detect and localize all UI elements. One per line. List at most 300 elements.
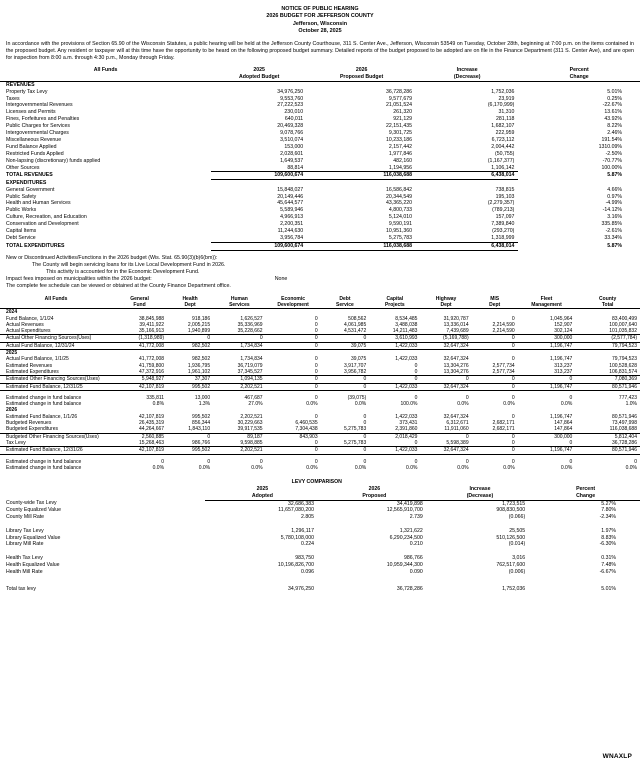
- table-row: [0, 102, 640, 109]
- total-label: Total tax levy: [6, 585, 36, 592]
- row-value: 986,766: [192, 439, 211, 446]
- row-value: 918,186: [192, 315, 211, 322]
- fund-year-row: [0, 350, 640, 357]
- fund-col-head: Fleet: [540, 295, 553, 302]
- fund-col-head: All Funds: [44, 295, 68, 302]
- row-value: 0: [414, 394, 418, 401]
- table-row: [0, 130, 640, 137]
- row-value: 6,460,535: [295, 420, 318, 427]
- row-value: 1,196,747: [518, 342, 576, 349]
- row-increase: 1,752,036: [491, 88, 515, 95]
- row-value: 80,571,946: [575, 447, 640, 454]
- row-increase: 23,919: [498, 95, 515, 102]
- row-label: Actual Expenditures: [6, 328, 51, 335]
- row-increase: 1,106,142: [491, 164, 515, 171]
- table-row: [0, 200, 640, 207]
- row-percent: -70.77%: [602, 157, 622, 164]
- row-value: 0.0%: [406, 464, 418, 471]
- row-value: 0: [314, 315, 318, 322]
- budget-col-head: 2026: [355, 66, 368, 73]
- row-value: 373,431: [399, 420, 418, 427]
- row-value: 3,610,993: [369, 335, 420, 342]
- row-value: 41,772,008: [139, 356, 165, 363]
- row-value: 0: [314, 328, 318, 335]
- row-percent: -2.61%: [605, 228, 622, 235]
- levy-col-head: 2025: [256, 485, 269, 492]
- row-2026: 5,124,010: [388, 214, 412, 221]
- row-value: 2,202,521: [213, 447, 265, 454]
- row-2026: 0.090: [409, 568, 423, 575]
- row-value: 1,196,747: [550, 356, 573, 363]
- row-value: 0: [420, 433, 471, 440]
- fund-year-label: 2024: [6, 309, 18, 316]
- row-2025: 45,644,577: [277, 200, 304, 207]
- row-percent: 191.54%: [601, 136, 622, 143]
- row-value: 42,107,819: [112, 447, 167, 454]
- row-value: 36,719,079: [237, 362, 263, 369]
- row-value: 1.0%: [625, 401, 637, 408]
- row-value: 0: [369, 376, 420, 383]
- row-value: 5,812,404: [575, 433, 640, 440]
- row-2025: 11,657,080,200: [278, 507, 314, 514]
- row-2025: 1,296,117: [291, 527, 314, 534]
- row-value: 73,497,998: [611, 420, 637, 427]
- row-label: Actual Other Financing Sources(Uses): [0, 335, 112, 342]
- fund-col-subhead: Services: [213, 302, 265, 309]
- row-value: 7,439,689: [446, 328, 469, 335]
- row-percent: 335.85%: [601, 221, 622, 228]
- fund-col-subhead: Total: [575, 302, 640, 309]
- fund-col-head: MIS: [490, 295, 500, 302]
- row-value: 5,598,389: [446, 439, 469, 446]
- row-2026: 10,959,344,300: [386, 562, 423, 569]
- row-value: 5,275,783: [344, 439, 367, 446]
- row-label: Fund Balance Applied: [6, 143, 57, 150]
- table-row: [0, 165, 640, 172]
- row-value: 313,237: [554, 368, 573, 375]
- table-row: [0, 235, 640, 242]
- row-2025: 32,686,383: [288, 500, 314, 507]
- row-label: Health and Human Services: [6, 200, 71, 207]
- row-value: 89,187: [213, 433, 265, 440]
- row-label: General Government: [6, 186, 55, 193]
- fund-col-subhead: Dept: [472, 302, 518, 309]
- table-row: [0, 369, 640, 376]
- levy-total-row: [0, 586, 640, 593]
- row-value: 42,107,819: [139, 413, 165, 420]
- row-percent: -22.67%: [602, 102, 622, 109]
- fund-col-subhead: [0, 302, 112, 309]
- row-percent: 33.34%: [604, 235, 622, 242]
- row-value: 0: [511, 356, 515, 363]
- row-value: 2,577,734: [492, 368, 515, 375]
- row-increase: 157,097: [495, 214, 515, 221]
- row-value: 0.0%: [457, 464, 469, 471]
- row-value: 0.0%: [503, 401, 515, 408]
- table-row: [0, 137, 640, 144]
- row-value: 1,734,834: [240, 356, 263, 363]
- table-row: [0, 194, 640, 201]
- table-row: [0, 187, 640, 194]
- total-2025: 109,600,674: [211, 242, 307, 250]
- row-value: 0: [314, 439, 318, 446]
- row-value: 35,228,662: [237, 328, 263, 335]
- row-value: 1,422,033: [369, 342, 420, 349]
- table-row: [0, 514, 640, 521]
- row-percent: -4.99%: [605, 200, 622, 207]
- row-value: 0: [314, 356, 318, 363]
- levy-title: LEVY COMPARISON: [291, 479, 342, 486]
- row-value: 0: [472, 433, 518, 440]
- document-header: [0, 6, 640, 36]
- row-value: 152,907: [554, 321, 573, 328]
- row-value: 0: [321, 376, 370, 383]
- row-increase: 6,723,112: [491, 136, 515, 143]
- row-value: 0: [472, 447, 518, 454]
- row-label: Estimated Fund Balance, 12/31/26: [0, 447, 112, 454]
- levy-col-head: 2026: [368, 485, 381, 492]
- row-value: 0: [472, 335, 518, 342]
- budget-summary-table: [0, 67, 640, 251]
- table-row: [0, 116, 640, 123]
- row-value: 39,075: [350, 356, 367, 363]
- row-increase: 1,318,999: [491, 234, 515, 241]
- row-value: 0: [472, 342, 518, 349]
- row-value: 3,917,707: [344, 362, 367, 369]
- row-increase: 908,830,500: [496, 507, 526, 514]
- row-label: Estimated change in fund balance: [6, 401, 82, 408]
- total-2026: 116,038,688: [307, 242, 416, 250]
- row-label: Estimated Fund Balance, 12/31/25: [0, 383, 112, 390]
- levy-comparison-table: [0, 479, 640, 592]
- fund-col-head: Highway: [435, 295, 457, 302]
- header-line-1: NOTICE OF PUBLIC HEARING: [281, 6, 359, 12]
- table-row: [0, 144, 640, 151]
- row-value: 0: [569, 458, 573, 465]
- row-value: (1,318,989): [112, 335, 167, 342]
- row-value: 313,237: [554, 362, 573, 369]
- row-increase: 510,126,500: [496, 534, 526, 541]
- row-value: 1,626,527: [240, 315, 263, 322]
- row-2025: 11,244,630: [277, 228, 304, 235]
- row-2026: 10,951,360: [386, 228, 412, 235]
- row-label: Estimated Fund Balance, 1/1/26: [6, 413, 78, 420]
- row-value: 3,956,782: [344, 368, 367, 375]
- row-increase: 31,310: [498, 109, 515, 116]
- table-row: [0, 207, 640, 214]
- row-label: Library Equalized Value: [6, 534, 61, 541]
- row-value: 11,911,060: [444, 426, 469, 433]
- total-2026: 116,038,688: [307, 172, 416, 180]
- row-label: County-wide Tax Levy: [6, 500, 57, 507]
- row-value: 0: [511, 413, 515, 420]
- row-label: Taxes: [6, 95, 20, 102]
- row-increase: 222,959: [495, 130, 515, 137]
- fund-col-head: County: [599, 295, 617, 302]
- row-percent: -2.50%: [605, 150, 622, 157]
- note-line-1: New or Discontinued Activities/Functions in the 2026 budget (Wis. Stat. 65.90(3)(b)6(bm)):: [6, 254, 218, 261]
- row-value: 0: [511, 315, 515, 322]
- table-row: [0, 507, 640, 514]
- row-increase: (293,270): [492, 228, 515, 235]
- row-value: 0: [314, 368, 318, 375]
- row-2026: 1,321,622: [399, 527, 423, 534]
- publication-code: WNAXLP: [602, 753, 632, 760]
- row-value: 982,502: [167, 342, 213, 349]
- row-percent: 1310.09%: [598, 143, 622, 150]
- table-total-row: [0, 172, 640, 180]
- row-value: 0.0%: [354, 401, 367, 408]
- row-value: 5,275,783: [344, 426, 367, 433]
- row-label: Restricted Funds Applied: [6, 150, 64, 157]
- row-percent: 100.00%: [601, 164, 622, 171]
- row-2025: 2,200,351: [280, 221, 304, 228]
- row-increase: 25,505: [509, 527, 526, 534]
- levy-spacer-row: [0, 521, 640, 528]
- row-increase: (2,279,357): [487, 200, 515, 207]
- row-value: 0: [414, 368, 418, 375]
- row-label: Estimated Other Financing Sources(Uses): [0, 376, 112, 383]
- row-label: Public Works: [6, 207, 37, 214]
- row-2025: 983,750: [295, 555, 314, 562]
- row-value: 1.3%: [198, 401, 211, 408]
- table-row: [0, 335, 640, 342]
- row-value: 79,794,523: [611, 356, 637, 363]
- levy-spacer-row: [0, 548, 640, 555]
- row-increase: (789,213): [492, 207, 515, 214]
- row-value: 147,864: [554, 420, 573, 427]
- row-2026: 986,766: [404, 555, 423, 562]
- row-value: 0: [472, 376, 518, 383]
- row-increase: (0.066): [508, 514, 526, 521]
- row-value: 35,166,913: [139, 328, 165, 335]
- header-line-3: Jefferson, Wisconsin: [292, 20, 348, 27]
- row-value: 2,391,860: [395, 426, 418, 433]
- row-label: Actual Fund Balance, 12/31/24: [0, 342, 112, 349]
- row-value: 1,422,033: [369, 383, 420, 390]
- table-row: [0, 214, 640, 221]
- levy-col-subhead: (Decrease): [429, 493, 531, 500]
- table-row: [0, 440, 640, 447]
- row-value: 0: [314, 394, 318, 401]
- row-2026: 20,344,549: [386, 193, 412, 200]
- row-value: 2,202,521: [213, 383, 265, 390]
- row-value: 31,920,787: [443, 315, 469, 322]
- row-value: 116,038,688: [609, 426, 637, 433]
- fund-col-header-bottom: [0, 302, 640, 309]
- row-value: 79,794,523: [575, 342, 640, 349]
- row-value: 0: [569, 439, 573, 446]
- row-value: 2,560,885: [112, 433, 167, 440]
- row-increase: 1,682,107: [491, 123, 515, 130]
- row-value: 2,214,590: [492, 321, 515, 328]
- row-value: 32,647,324: [443, 356, 469, 363]
- row-percent: 5.27%: [601, 500, 616, 507]
- row-label: Library Mill Rate: [6, 541, 44, 548]
- row-value: 0.0%: [306, 464, 318, 471]
- row-value: 0: [314, 458, 318, 465]
- row-label: Actual Revenues: [6, 321, 44, 328]
- row-value: 0: [511, 458, 515, 465]
- row-value: 0: [314, 321, 318, 328]
- row-value: 13,304,276: [443, 368, 469, 375]
- row-value: 100,528,628: [609, 362, 637, 369]
- row-value: 0.0%: [152, 464, 165, 471]
- row-2026: 9,590,191: [388, 221, 412, 228]
- table-row: [0, 569, 640, 576]
- table-row: [0, 500, 640, 507]
- budget-col-header-top: [0, 67, 640, 74]
- row-value: 0: [321, 447, 370, 454]
- row-value: (5,169,788): [420, 335, 471, 342]
- total-increase: 6,438,014: [416, 242, 518, 250]
- row-value: 80,571,946: [575, 383, 640, 390]
- row-2025: 3,510,074: [280, 136, 304, 143]
- row-value: 777,423: [618, 394, 637, 401]
- table-row: [0, 465, 640, 471]
- row-value: 1,045,964: [550, 315, 573, 322]
- table-row: [0, 555, 640, 562]
- row-label: Estimated change in fund balance: [6, 458, 82, 465]
- row-value: 0: [363, 413, 367, 420]
- fund-col-head: Capital: [386, 295, 404, 302]
- row-percent: 8.83%: [601, 534, 616, 541]
- total-increase: 1,752,036: [502, 585, 526, 592]
- header-line-4: October 28, 2025: [298, 28, 342, 35]
- levy-col-header-top: [0, 486, 640, 493]
- total-increase: 6,438,014: [416, 172, 518, 180]
- table-total-row: [0, 242, 640, 250]
- budget-col-head: All Funds: [93, 66, 118, 73]
- row-2025: 10,196,826,700: [277, 562, 314, 569]
- row-2026: 2,157,442: [388, 143, 412, 150]
- document-page: [0, 6, 640, 766]
- row-label: Estimated Expenditures: [6, 368, 59, 375]
- note-line-2: The County will begin servicing loans for its Live Local Development Fund in 2026.: [32, 261, 226, 268]
- table-row: [0, 528, 640, 535]
- row-label: Property Tax Levy: [6, 88, 48, 95]
- row-value: 30,229,663: [237, 420, 263, 427]
- budget-col-subhead: [0, 74, 211, 82]
- row-value: 147,864: [554, 426, 573, 433]
- row-increase: (6,170,999): [487, 102, 515, 109]
- row-value: 1,843,110: [188, 426, 211, 433]
- row-percent: -2.34%: [599, 514, 616, 521]
- budget-col-subhead: Change: [518, 74, 640, 82]
- row-value: 37,345,527: [237, 368, 263, 375]
- row-2025: 1,649,537: [280, 157, 304, 164]
- budget-col-subhead: Proposed Budget: [307, 74, 416, 82]
- row-value: 0: [472, 383, 518, 390]
- row-2026: 16,586,842: [386, 186, 412, 193]
- total-percent: 5.87%: [607, 242, 622, 249]
- row-percent: 3.16%: [607, 214, 622, 221]
- row-value: 1,196,747: [518, 447, 576, 454]
- row-value: 1,936,795: [187, 362, 211, 369]
- row-value: 0: [321, 335, 370, 342]
- row-2025: 2.805: [301, 514, 314, 521]
- row-value: 0: [314, 362, 318, 369]
- row-label: Non-lapsing (discretionary) funds applied: [6, 157, 101, 164]
- row-value: 80,571,946: [611, 413, 637, 420]
- row-value: 0: [511, 394, 515, 401]
- row-value: 9,598,885: [240, 439, 263, 446]
- row-value: 41,772,008: [112, 342, 167, 349]
- row-value: 0: [414, 439, 418, 446]
- row-value: 1,196,747: [550, 413, 573, 420]
- header-line-2: 2026 BUDGET FOR JEFFERSON COUNTY: [266, 13, 374, 20]
- row-increase: 738,815: [495, 186, 515, 193]
- row-value: (2,577,784): [575, 335, 640, 342]
- row-value: 0.0%: [306, 401, 318, 408]
- budget-col-head: Increase: [456, 66, 478, 73]
- fund-col-subhead: Fund: [112, 302, 167, 309]
- row-label: Library Tax Levy: [6, 527, 44, 534]
- row-value: 0.0%: [560, 401, 573, 408]
- row-value: 0: [259, 458, 263, 465]
- table-row: [0, 342, 640, 349]
- row-value: 0.0%: [354, 464, 367, 471]
- table-row: [0, 151, 640, 158]
- row-value: 1,196,747: [518, 383, 576, 390]
- row-value: 32,647,324: [443, 413, 469, 420]
- row-value: 0: [321, 433, 370, 440]
- levy-title-row: [0, 479, 640, 486]
- row-value: 0: [161, 458, 165, 465]
- row-value: 0: [634, 458, 637, 465]
- row-2025: 4,966,913: [280, 214, 304, 221]
- row-increase: (0.006): [508, 568, 526, 575]
- row-label: Intergovernmental Revenues: [6, 102, 73, 109]
- row-value: 0.0%: [625, 464, 637, 471]
- row-value: 856,344: [192, 420, 211, 427]
- row-2026: 261,320: [393, 109, 412, 116]
- row-value: 13,336,014: [443, 321, 469, 328]
- row-value: 2,682,171: [492, 420, 515, 427]
- fund-col-subhead: Service: [321, 302, 370, 309]
- row-2026: 482,160: [393, 157, 412, 164]
- table-row: [0, 562, 640, 569]
- row-2025: 27,222,523: [277, 102, 304, 109]
- row-increase: (0.014): [508, 541, 526, 548]
- total-label: TOTAL EXPENDITURES: [6, 242, 65, 249]
- levy-spacer-row: [0, 576, 640, 586]
- row-value: 0: [167, 433, 213, 440]
- budget-section-title: REVENUES: [6, 81, 35, 88]
- row-percent: 4.66%: [607, 186, 622, 193]
- fund-col-subhead: Management: [518, 302, 576, 309]
- row-2025: 88,814: [287, 164, 304, 171]
- row-value: 0.0%: [198, 464, 211, 471]
- levy-col-header-bottom: [0, 493, 640, 500]
- row-value: 0: [207, 458, 211, 465]
- levy-col-head: Percent: [576, 485, 596, 492]
- row-value: 14,211,483: [392, 328, 418, 335]
- note-line-4-label: Impact fees imposed on municipalities within the 2026 budget:: [6, 275, 152, 282]
- row-percent: 5.01%: [607, 88, 622, 95]
- fund-balance-table: [0, 296, 640, 471]
- row-value: 15,268,463: [139, 439, 165, 446]
- row-2025: 15,848,027: [277, 186, 304, 193]
- row-percent: 13.61%: [604, 109, 622, 116]
- row-value: 47,372,916: [139, 368, 165, 375]
- row-value: 982,502: [192, 356, 211, 363]
- row-label: Fines, Forfeitures and Penalties: [6, 116, 80, 123]
- row-2026: 9,301,725: [388, 130, 412, 137]
- row-increase: 7,389,840: [491, 221, 515, 228]
- fund-col-subhead: Dept: [167, 302, 213, 309]
- table-row: [0, 109, 640, 116]
